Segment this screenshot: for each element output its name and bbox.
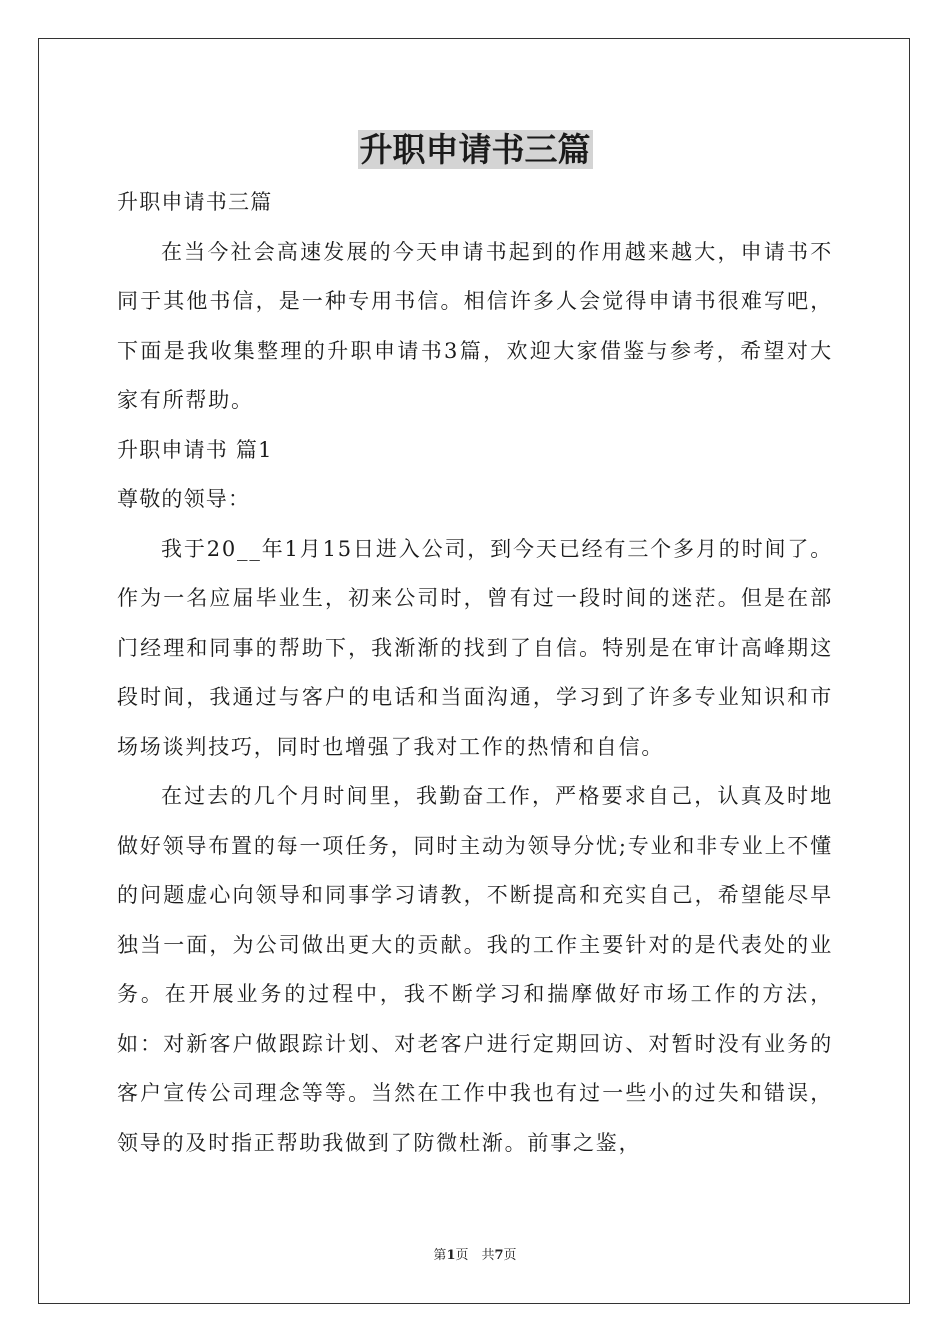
- page-footer: [0, 1246, 950, 1266]
- document-subtitle: 升职申请书三篇: [117, 190, 273, 214]
- footer-page-total: 7: [494, 1248, 504, 1263]
- footer-middle: 页 共: [455, 1248, 495, 1263]
- salutation: 尊敬的领导：: [117, 487, 251, 511]
- intro-paragraph: 在当今社会高速发展的今天申请书起到的作用越来越大，申请书不同于其他书信，是一种专用书信。相信许多人会觉得申请书很难写吧，下面是我收集整理的升职申请书3篇，欢迎大家借鉴与参考，希望对大家有所帮助。: [117, 239, 833, 412]
- section-heading: 升职申请书 篇1: [117, 437, 273, 462]
- document-body: [117, 178, 833, 1168]
- footer-page-number: 1: [446, 1248, 456, 1263]
- footer-prefix: 第: [433, 1248, 447, 1263]
- document-title-text: 升职申请书三篇: [359, 130, 591, 169]
- body-paragraph-2: 在过去的几个月时间里，我勤奋工作，严格要求自己，认真及时地做好领导布置的每一项任务，同时主动为领导分忧;专业和非专业上不懂的问题虚心向领导和同事学习请教，不断提高和充实自己，希望能尽早独当一面，为公司做出更大的贡献。我的工作主要针对的是代表处的业务。在开展业务的过程中，我不断学习和揣摩做好市场工作的方法，如：对新客户做跟踪计划、对老客户进行定期回访、对暂时没有业务的客户宣传公司理念等等。当然在工作中我也有过一些小的过失和错误，领导的及时指正帮助我做到了防微杜渐。前事之鉴，: [117, 784, 833, 1155]
- body-paragraph-1: 我于20__年1月15日进入公司，到今天已经有三个多月的时间了。作为一名应届毕业生，初来公司时，曾有过一段时间的迷茫。但是在部门经理和同事的帮助下，我渐渐的找到了自信。特别是在审计高峰期这段时间，我通过与客户的电话和当面沟通，学习到了许多专业知识和市场场谈判技巧，同时也增强了我对工作的热情和自信。: [117, 536, 833, 759]
- footer-suffix: 页: [503, 1248, 517, 1263]
- document-title: [0, 128, 950, 172]
